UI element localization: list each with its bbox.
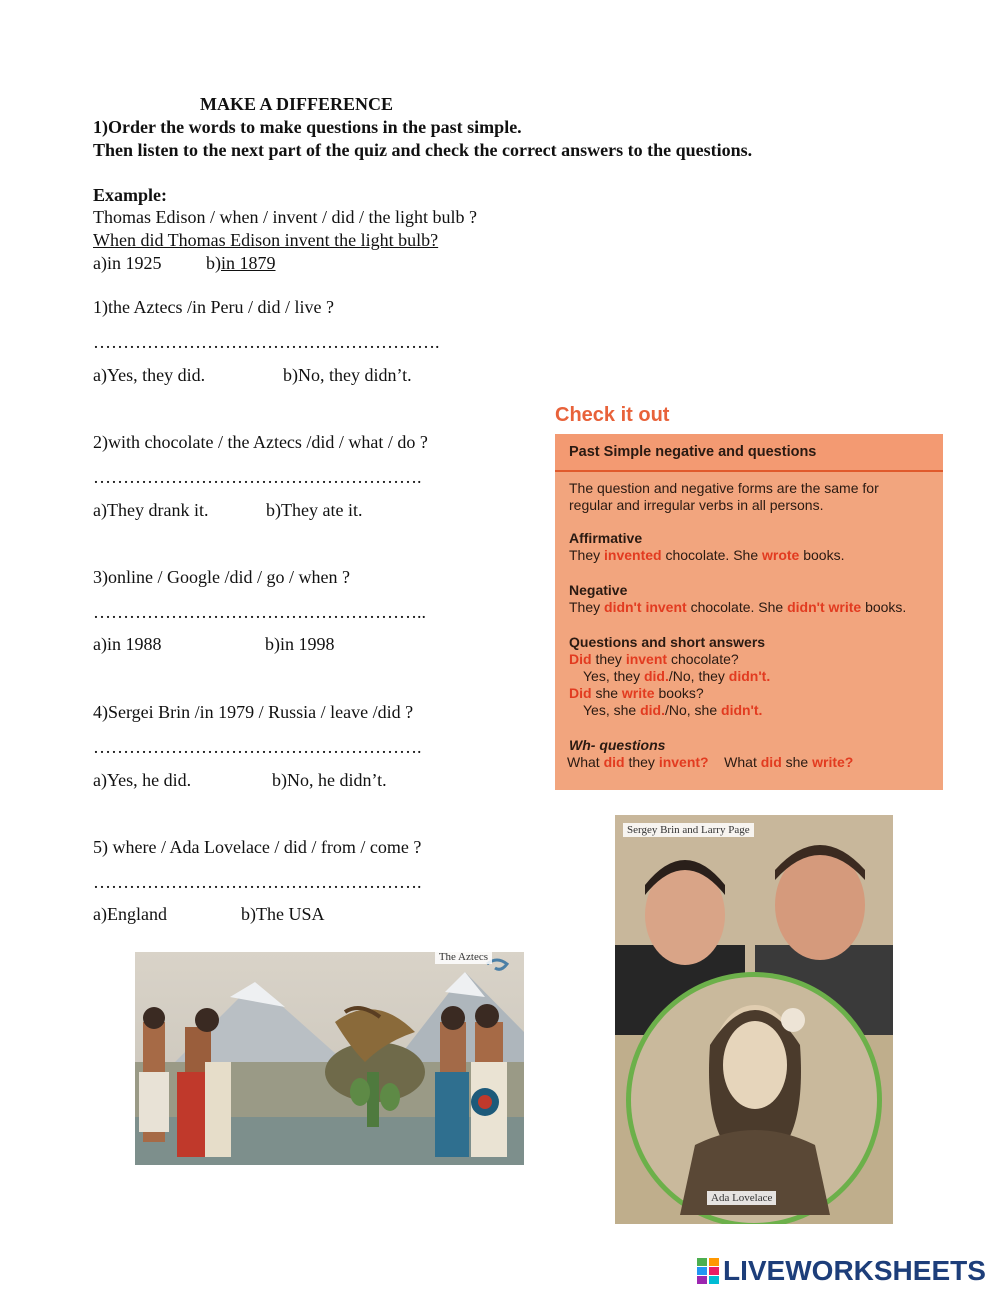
grammar-intro-line-1: The question and negative forms are the same for <box>569 480 879 496</box>
aff-word: They <box>569 547 601 563</box>
question-3-prompt: 3)online / Google /did / go / when ? <box>93 567 350 587</box>
a-aux: didn't. <box>721 702 763 718</box>
questions-label: Questions and short answers <box>569 634 766 650</box>
question-2-answer-blank[interactable]: ………………………………………………. <box>93 467 422 487</box>
question-2-prompt: 2)with chocolate / the Aztecs /did / what / do ? <box>93 432 428 452</box>
wh-verb: invent? <box>658 754 709 770</box>
question-3-answer-blank[interactable]: ……………………………………………….. <box>93 602 426 622</box>
q-word: chocolate? <box>670 651 739 667</box>
question-1-option-b[interactable]: b)No, they didn’t. <box>283 365 412 385</box>
q-word: she <box>595 685 619 701</box>
neg-verb-2: didn't write <box>787 599 862 615</box>
aux-did: Did <box>569 651 592 667</box>
affirmative-example <box>569 547 844 564</box>
answer-example-2 <box>583 702 762 719</box>
question-example-1 <box>569 651 739 668</box>
aux-did: Did <box>569 685 592 701</box>
example-option-b-value: in 1879 <box>221 253 276 273</box>
wh-aux: did <box>760 754 782 770</box>
q-word: they <box>595 651 622 667</box>
question-3-option-a[interactable]: a)in 1988 <box>93 634 162 654</box>
aff-verb-2: wrote <box>762 547 800 563</box>
negative-label: Negative <box>569 582 628 598</box>
question-5-option-a[interactable]: a)England <box>93 904 167 924</box>
example-answer: When did Thomas Edison invent the light bulb? <box>93 230 439 250</box>
page-title: MAKE A DIFFERENCE <box>200 94 394 114</box>
brin-page-caption: Sergey Brin and Larry Page <box>623 823 754 837</box>
question-5-option-b[interactable]: b)The USA <box>241 904 325 924</box>
grammar-panel <box>555 434 943 790</box>
a-word: Yes, they <box>583 668 641 684</box>
a-word: Yes, she <box>583 702 637 718</box>
example-label: Example: <box>93 185 167 205</box>
people-photo-collage <box>615 815 893 1224</box>
wh-label-text: Wh- questions <box>569 737 666 753</box>
wh-word: she <box>785 754 809 770</box>
example-option-b-prefix: b) <box>206 253 221 273</box>
liveworksheets-logo <box>697 1257 986 1285</box>
liveworksheets-logo-icon <box>697 1258 719 1284</box>
neg-verb-1: didn't invent <box>604 599 687 615</box>
photo-collage-art <box>615 815 893 1224</box>
ada-lovelace-caption: Ada Lovelace <box>707 1191 776 1205</box>
question-1-prompt: 1)the Aztecs /in Peru / did / live ? <box>93 297 334 317</box>
instruction-line-2: Then listen to the next part of the quiz and check the correct answers to the questions. <box>93 140 753 160</box>
example-prompt: Thomas Edison / when / invent / did / the light bulb ? <box>93 207 477 227</box>
negative-example <box>569 599 906 616</box>
question-2-option-a[interactable]: a)They drank it. <box>93 500 209 520</box>
answer-example-1 <box>583 668 770 685</box>
a-aux: did. <box>643 668 669 684</box>
aff-verb-1: invented <box>604 547 662 563</box>
a-aux: did. <box>640 702 665 718</box>
check-it-out-box <box>555 392 943 790</box>
question-4-option-b[interactable]: b)No, he didn’t. <box>272 770 387 790</box>
wh-questions-label <box>569 737 665 754</box>
grammar-intro-line-2: regular and irregular verbs in all persons. <box>569 497 824 513</box>
wh-verb: write? <box>812 754 854 770</box>
question-5-prompt: 5) where / Ada Lovelace / did / from / come ? <box>93 837 422 857</box>
aztecs-caption: The Aztecs <box>435 952 492 964</box>
check-it-out-title: Check it out <box>555 404 670 426</box>
example-option-b <box>206 252 276 274</box>
liveworksheets-logo-text: LIVEWORKSHEETS <box>723 1255 986 1286</box>
wh-question-examples <box>567 754 853 771</box>
q-verb: write <box>621 685 655 701</box>
question-3-option-b[interactable]: b)in 1998 <box>265 634 335 654</box>
neg-word: They <box>569 599 601 615</box>
q-verb: invent <box>625 651 668 667</box>
a-word: /No, they <box>668 668 725 684</box>
affirmative-label: Affirmative <box>569 530 643 546</box>
example-option-a: a)in 1925 <box>93 253 162 273</box>
aztecs-illustration <box>135 952 524 1165</box>
q-word: books? <box>658 685 704 701</box>
question-example-2 <box>569 685 704 702</box>
question-5-answer-blank[interactable]: ………………………………………………. <box>93 872 422 892</box>
wh-word: What <box>567 754 600 770</box>
question-4-option-a[interactable]: a)Yes, he did. <box>93 770 192 790</box>
aff-word: chocolate. She <box>665 547 759 563</box>
neg-word: chocolate. She <box>690 599 784 615</box>
wh-word: What <box>724 754 757 770</box>
wh-word: they <box>628 754 655 770</box>
neg-word: books. <box>865 599 907 615</box>
grammar-heading: Past Simple negative and questions <box>569 444 817 460</box>
question-1-option-a[interactable]: a)Yes, they did. <box>93 365 206 385</box>
question-1-answer-blank[interactable]: …………………………………………………. <box>93 332 440 352</box>
a-aux: didn't. <box>728 668 771 684</box>
aztecs-mural <box>135 952 524 1165</box>
question-4-answer-blank[interactable]: ………………………………………………. <box>93 737 422 757</box>
wh-aux: did <box>603 754 625 770</box>
a-word: /No, she <box>664 702 718 718</box>
instruction-line-1: 1)Order the words to make questions in the past simple. <box>93 117 522 137</box>
question-2-option-b[interactable]: b)They ate it. <box>266 500 363 520</box>
aff-word: books. <box>803 547 845 563</box>
question-4-prompt: 4)Sergei Brin /in 1979 / Russia / leave /did ? <box>93 702 414 722</box>
